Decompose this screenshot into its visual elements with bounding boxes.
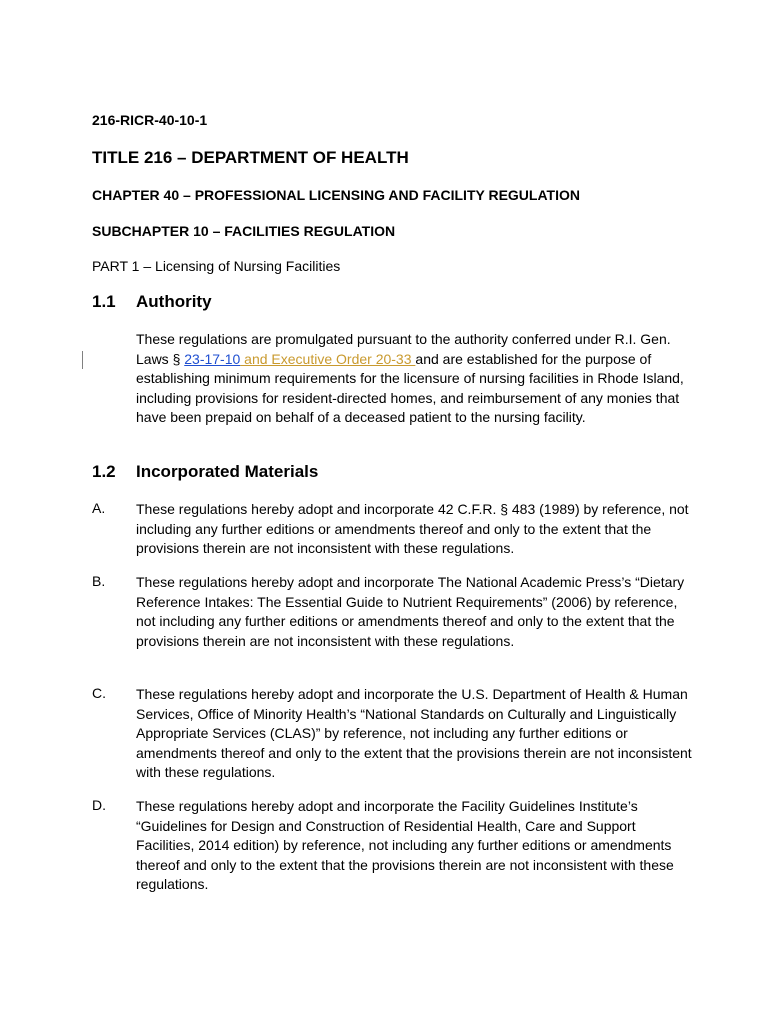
list-item-letter: C.	[92, 685, 106, 701]
chapter-heading: CHAPTER 40 – PROFESSIONAL LICENSING AND FACILITY REGULATION	[92, 187, 580, 203]
list-item-letter: B.	[92, 573, 106, 589]
authority-paragraph	[136, 330, 696, 428]
statute-link[interactable]: 23-17-10	[184, 350, 241, 367]
rule-id: 216-RICR-40-10-1	[92, 112, 208, 128]
list-item-text: These regulations hereby adopt and incorporate the Facility Guidelines Institute’s “Guidelines for Design and Construction of Residential Health, Care and Support Facilities, 2014 edition) by reference, not including any further editions or amendments thereof and only to the extent that the provisions therein are not inconsistent with these regulations.	[136, 798, 674, 892]
list-item-text: These regulations hereby adopt and incorporate The National Academic Press’s “Dietary Reference Intakes: The Essential Guide to Nutrient Requirements” (2006) by reference, not including any further editions or amendments thereof and only to the extent that the provisions therein are not inconsistent with these regulations.	[136, 574, 685, 649]
executive-order-link[interactable]: and Executive Order 20-33	[240, 350, 416, 367]
page-title: TITLE 216 – DEPARTMENT OF HEALTH	[92, 148, 409, 167]
authority-text-start: These regulations are promulgated pursuant to the authority conferred under R.I. Gen. Laws §	[136, 331, 671, 367]
list-item-letter: D.	[92, 797, 106, 813]
list-item-letter: A.	[92, 500, 106, 516]
authority-text-end: and are established for the purpose of establishing minimum requirements for the licensure of nursing facilities in Rhode Island, including provisions for resident-directed homes, and reimbursement of any monies that have been prepaid on behalf of a deceased patient to the nursing facility.	[136, 350, 684, 425]
part-heading: PART 1 – Licensing of Nursing Facilities	[92, 258, 341, 274]
section-title: Incorporated Materials	[136, 462, 319, 481]
section-title: Authority	[136, 292, 212, 311]
list-item-text: These regulations hereby adopt and incorporate the U.S. Department of Health & Human Services, Office of Minority Health’s “National Standards on Culturally and Linguistically Appropriate Services (CLAS)” by reference, not including any further editions or amendments thereof and only to the extent that the provisions therein are not inconsistent with these regulations.	[136, 686, 692, 780]
list-item-text: These regulations hereby adopt and incorporate 42 C.F.R. § 483 (1989) by reference, not including any further editions or amendments thereof and only to the extent that the provisions therein are not inconsistent with these regulations.	[136, 501, 689, 556]
subchapter-heading: SUBCHAPTER 10 – FACILITIES REGULATION	[92, 223, 396, 239]
section-number: 1.1	[92, 292, 116, 311]
revision-change-bar	[82, 351, 83, 369]
section-number: 1.2	[92, 462, 116, 481]
